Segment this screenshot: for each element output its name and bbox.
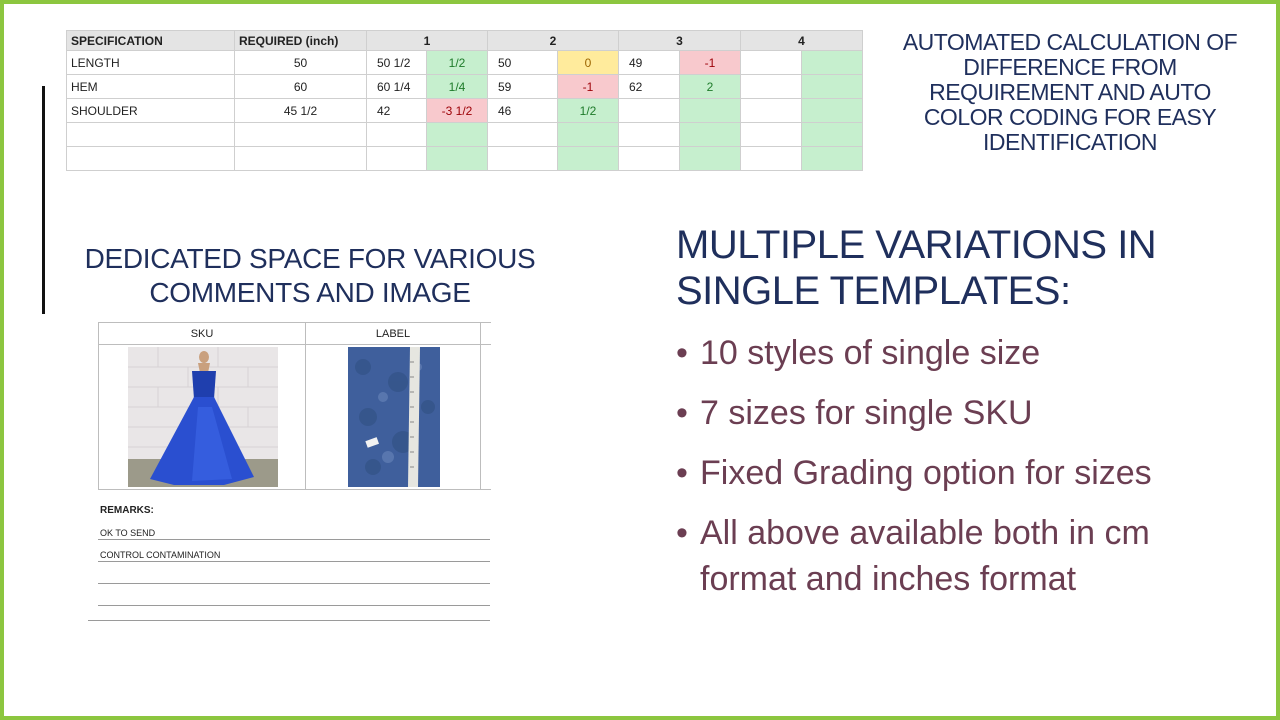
difference-cell: -1 — [680, 51, 741, 75]
measured-cell: 42 — [367, 99, 427, 123]
auto-calculation-heading: AUTOMATED CALCULATION OF DIFFERENCE FROM REQUIREMENT AND AUTO COLOR CODING FOR EASY IDENTIFICATION — [902, 29, 1238, 155]
measured-cell: 50 — [488, 51, 558, 75]
bullet-text: Fixed Grading option for sizes — [700, 454, 1152, 492]
difference-cell: -1 — [558, 75, 619, 99]
measured-cell: 60 1/4 — [367, 75, 427, 99]
remark-divider — [98, 583, 490, 584]
label-photo — [348, 347, 440, 487]
list-item — [676, 330, 1236, 376]
measured-cell — [741, 99, 802, 123]
header-sample-4: 4 — [741, 31, 863, 51]
measured-cell: 59 — [488, 75, 558, 99]
header-required: REQUIRED (inch) — [235, 31, 367, 51]
measured-cell — [619, 99, 680, 123]
list-item — [676, 390, 1236, 436]
required-cell: 60 — [235, 75, 367, 99]
bullet-icon: • — [676, 334, 688, 372]
bullet-text: 10 styles of single size — [700, 334, 1041, 372]
remark-divider — [98, 539, 490, 540]
comments-image-heading: DEDICATED SPACE FOR VARIOUS COMMENTS AND IMAGE — [84, 243, 536, 308]
table-row-empty — [67, 123, 863, 147]
measured-cell: 46 — [488, 99, 558, 123]
measured-cell: 50 1/2 — [367, 51, 427, 75]
header-sample-3: 3 — [619, 31, 741, 51]
measured-cell — [741, 75, 802, 99]
spec-name-cell: SHOULDER — [67, 99, 235, 123]
left-accent-bar — [42, 86, 45, 314]
remark-divider — [88, 620, 490, 621]
dress-photo — [128, 347, 278, 487]
difference-cell — [680, 99, 741, 123]
sku-label-image-table — [98, 322, 491, 490]
difference-cell: 1/4 — [427, 75, 488, 99]
table-row — [67, 99, 863, 123]
measured-cell: 62 — [619, 75, 680, 99]
header-sample-2: 2 — [488, 31, 619, 51]
header-specification: SPECIFICATION — [67, 31, 235, 51]
difference-cell: 1/2 — [558, 99, 619, 123]
difference-cell — [802, 51, 863, 75]
label-image-cell — [306, 345, 481, 489]
sku-header: SKU — [99, 323, 306, 345]
bullet-text: 7 sizes for single SKU — [700, 394, 1033, 432]
difference-cell — [802, 75, 863, 99]
remark-divider — [98, 605, 490, 606]
difference-cell: 1/2 — [427, 51, 488, 75]
required-cell: 45 1/2 — [235, 99, 367, 123]
label-header: LABEL — [306, 323, 481, 345]
spec-table-header-row — [67, 31, 863, 51]
measured-cell — [741, 51, 802, 75]
spec-name-cell: HEM — [67, 75, 235, 99]
variations-title: MULTIPLE VARIATIONS IN SINGLE TEMPLATES: — [676, 223, 1157, 313]
table-row — [67, 75, 863, 99]
difference-cell — [802, 99, 863, 123]
required-cell: 50 — [235, 51, 367, 75]
difference-cell: 2 — [680, 75, 741, 99]
measurement-spec-table — [66, 30, 863, 171]
remarks-title: REMARKS: — [100, 505, 154, 516]
remark-line-1: OK TO SEND — [100, 528, 156, 538]
list-item — [676, 510, 1236, 602]
measured-cell: 49 — [619, 51, 680, 75]
bullet-icon: • — [676, 514, 688, 552]
feature-bullet-list — [676, 330, 1236, 616]
bullet-icon: • — [676, 394, 688, 432]
sku-image-cell — [99, 345, 306, 489]
remark-divider — [98, 561, 490, 562]
bullet-text: All above available both in cm format and inches format — [700, 514, 1150, 598]
table-row-empty — [67, 147, 863, 171]
spec-name-cell: LENGTH — [67, 51, 235, 75]
difference-cell: -3 1/2 — [427, 99, 488, 123]
table-row — [67, 51, 863, 75]
bullet-icon: • — [676, 454, 688, 492]
remark-line-2: CONTROL CONTAMINATION — [100, 550, 221, 560]
list-item — [676, 450, 1236, 496]
difference-cell: 0 — [558, 51, 619, 75]
header-sample-1: 1 — [367, 31, 488, 51]
